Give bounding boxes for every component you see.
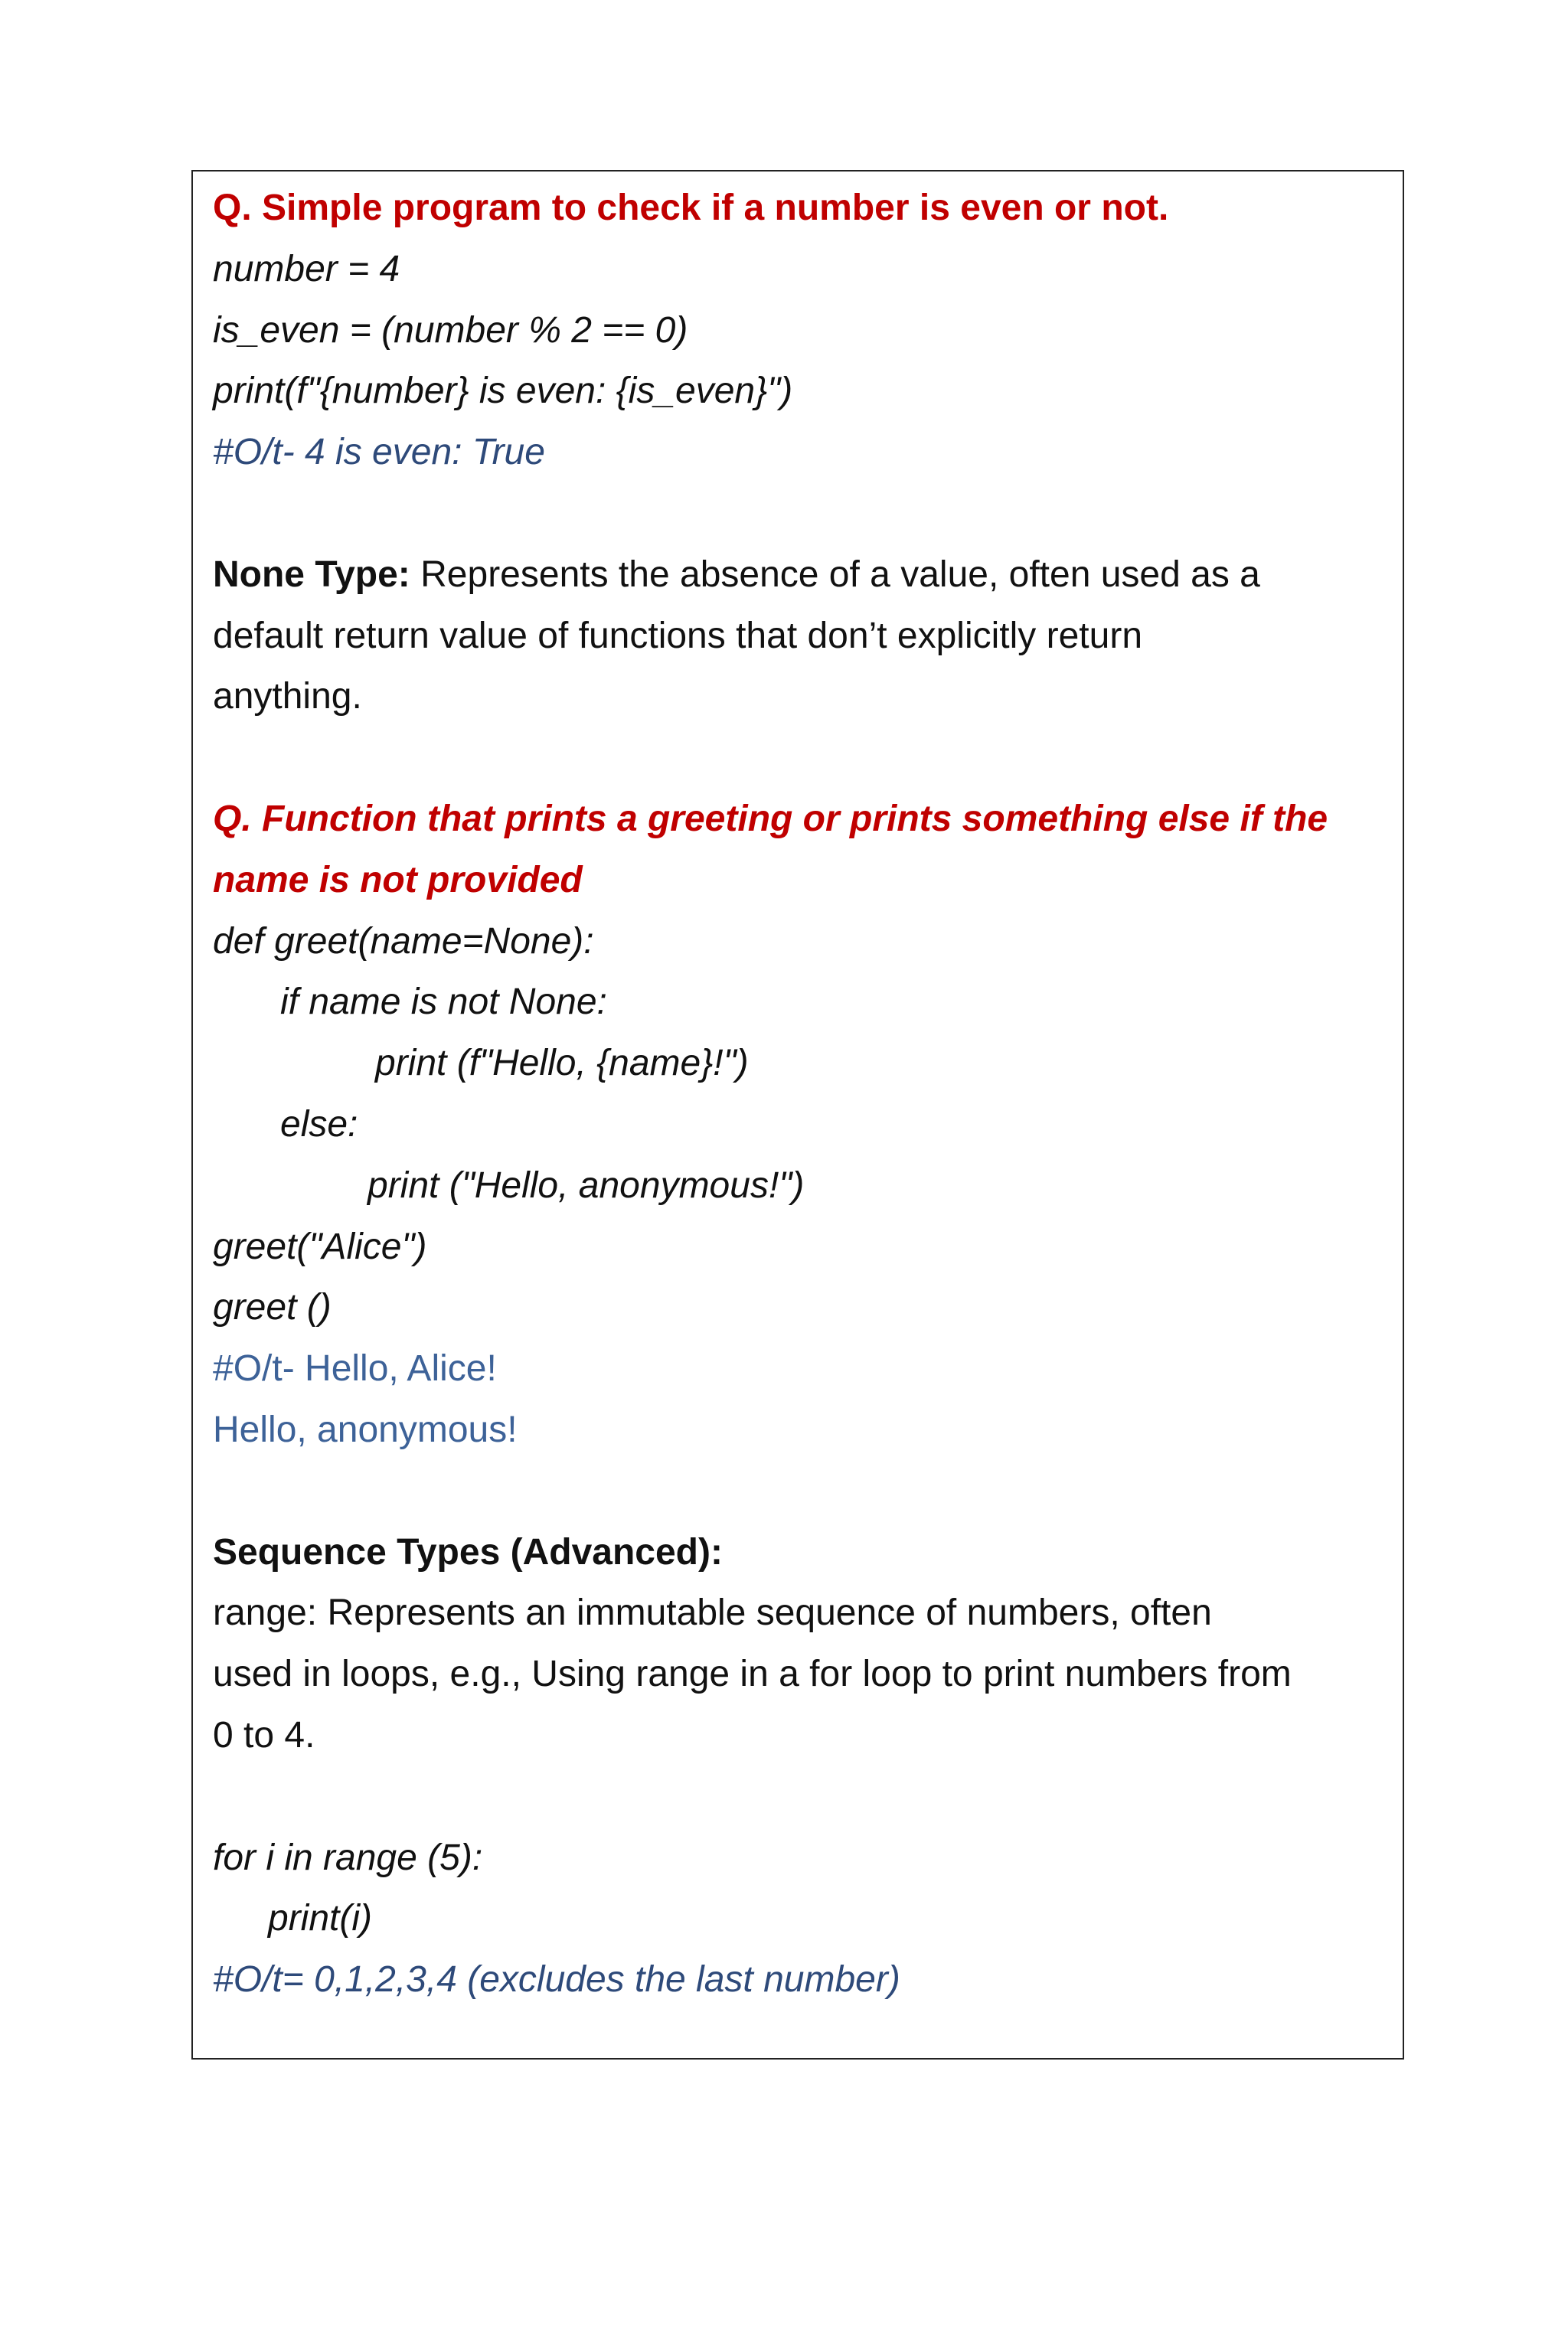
code-line: number = 4 <box>213 248 400 289</box>
code-line: greet () <box>213 1287 332 1328</box>
output-line: #O/t- Hello, Alice! <box>213 1348 497 1390</box>
code-line: if name is not None: <box>280 982 607 1023</box>
output-line: #O/t= 0,1,2,3,4 (excludes the last number) <box>213 1959 900 2001</box>
sequence-types-heading: Sequence Types (Advanced): <box>213 1531 723 1573</box>
code-line: print (f"Hello, {name}!") <box>375 1043 749 1084</box>
code-line: for i in range (5): <box>213 1837 483 1878</box>
sequence-types-text: range: Represents an immutable sequence of numbers, often <box>213 1592 1212 1634</box>
none-type-text: default return value of functions that don’t explicitly return <box>213 615 1143 656</box>
spacer <box>213 1461 1383 1522</box>
spacer <box>213 1766 1383 1828</box>
spacer <box>213 727 1383 789</box>
code-line: else: <box>280 1103 358 1145</box>
none-type-label: None Type: <box>213 554 410 595</box>
code-line: print(f"{number} is even: {is_even}") <box>213 371 793 412</box>
code-line: print(i) <box>268 1898 373 1939</box>
code-line: greet("Alice") <box>213 1226 427 1267</box>
output-line: #O/t- 4 is even: True <box>213 432 545 473</box>
code-line: is_even = (number % 2 == 0) <box>213 309 688 351</box>
output-line: Hello, anonymous! <box>213 1409 518 1450</box>
none-type-text: anything. <box>213 676 362 717</box>
content-box <box>191 170 1404 2060</box>
question-title-greet: name is not provided <box>213 859 583 900</box>
spacer <box>213 483 1383 544</box>
question-title-greet: Q. Function that prints a greeting or prints something else if the <box>213 798 1328 839</box>
none-type-paragraph <box>213 544 1383 606</box>
sequence-types-text: 0 to 4. <box>213 1714 315 1756</box>
code-line: def greet(name=None): <box>213 920 594 962</box>
question-title-even: Q. Simple program to check if a number is even or not. <box>213 188 1169 228</box>
none-type-text: Represents the absence of a value, often used as a <box>410 554 1260 595</box>
code-line: print ("Hello, anonymous!") <box>368 1165 805 1206</box>
sequence-types-text: used in loops, e.g., Using range in a for loop to print numbers from <box>213 1654 1292 1695</box>
